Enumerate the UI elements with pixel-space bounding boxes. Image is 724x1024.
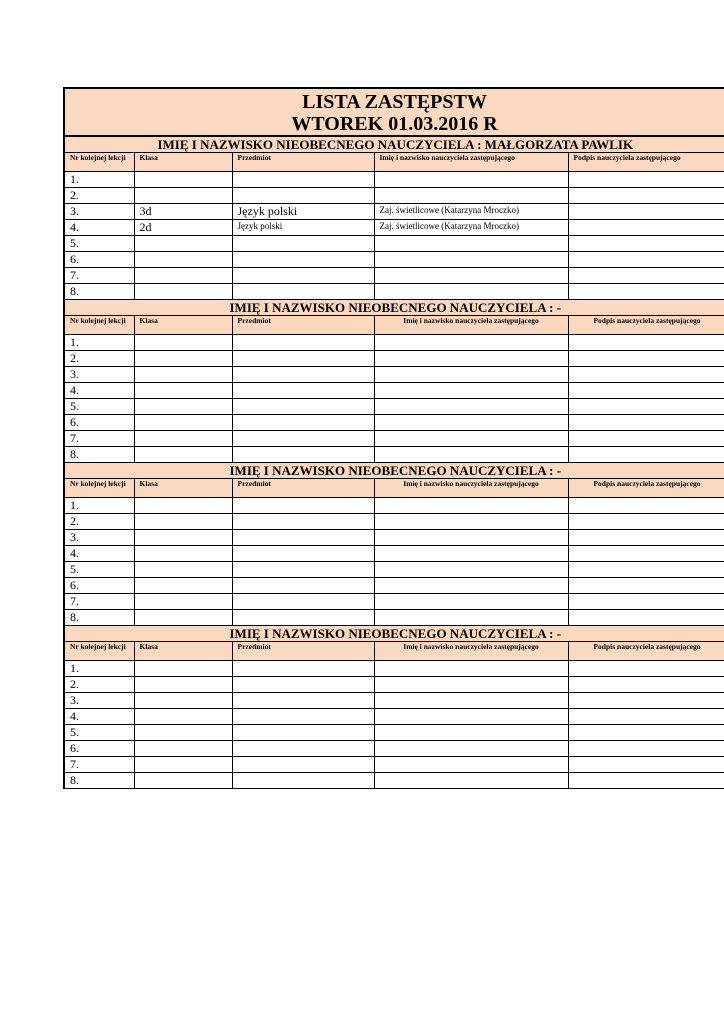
absent-teacher-table (65, 137, 724, 300)
cell-klasa (134, 693, 232, 709)
header-zastepujacy: Imię i nazwisko nauczyciela zastępującego (374, 642, 568, 661)
cell-zastepujacy (374, 284, 568, 300)
cell-podpis (568, 578, 724, 594)
cell-nr: 7. (65, 431, 134, 447)
cell-zastepujacy (374, 693, 568, 709)
cell-klasa (134, 367, 232, 383)
cell-nr: 1. (65, 335, 134, 351)
cell-zastepujacy (374, 709, 568, 725)
cell-przedmiot (232, 773, 374, 789)
header-klasa: Klasa (134, 153, 232, 172)
cell-nr: 3. (65, 693, 134, 709)
cell-zastepujacy (374, 431, 568, 447)
cell-klasa (134, 757, 232, 773)
absent-teacher-label: IMIĘ I NAZWISKO NIEOBECNEGO NAUCZYCIELA : - (65, 300, 724, 316)
lesson-row (65, 578, 724, 594)
cell-klasa (134, 610, 232, 626)
header-zastepujacy: Imię i nazwisko nauczyciela zastępującego (374, 479, 568, 498)
cell-przedmiot (232, 661, 374, 677)
cell-nr: 4. (65, 709, 134, 725)
cell-zastepujacy (374, 172, 568, 188)
cell-nr: 6. (65, 741, 134, 757)
cell-przedmiot (232, 594, 374, 610)
cell-zastepujacy (374, 514, 568, 530)
cell-przedmiot: Język polski (232, 220, 374, 236)
cell-klasa (134, 709, 232, 725)
header-podpis: Podpis nauczyciela zastępującego (568, 642, 724, 661)
cell-przedmiot (232, 236, 374, 252)
cell-klasa (134, 252, 232, 268)
header-przedmiot: Przedmiot (232, 316, 374, 335)
header-zastepujacy: Imię i nazwisko nauczyciela zastępującego (374, 316, 568, 335)
cell-nr: 5. (65, 562, 134, 578)
cell-nr: 3. (65, 367, 134, 383)
cell-klasa (134, 741, 232, 757)
cell-podpis (568, 415, 724, 431)
cell-zastepujacy (374, 236, 568, 252)
lesson-row (65, 677, 724, 693)
sheet-title (65, 89, 724, 137)
lesson-row (65, 351, 724, 367)
cell-nr: 1. (65, 498, 134, 514)
cell-podpis (568, 383, 724, 399)
cell-nr: 5. (65, 236, 134, 252)
cell-przedmiot (232, 514, 374, 530)
header-podpis: Podpis nauczyciela zastępującego (568, 153, 724, 172)
cell-klasa (134, 530, 232, 546)
cell-podpis (568, 562, 724, 578)
cell-nr: 1. (65, 172, 134, 188)
header-klasa: Klasa (134, 479, 232, 498)
cell-podpis (568, 677, 724, 693)
cell-nr: 4. (65, 383, 134, 399)
cell-przedmiot (232, 431, 374, 447)
cell-przedmiot (232, 546, 374, 562)
cell-zastepujacy (374, 562, 568, 578)
cell-podpis (568, 351, 724, 367)
cell-przedmiot (232, 562, 374, 578)
header-przedmiot: Przedmiot (232, 642, 374, 661)
cell-nr: 7. (65, 757, 134, 773)
header-nr: Nr kolejnej lekcji (65, 479, 134, 498)
absent-teacher-table (65, 626, 724, 789)
cell-klasa (134, 268, 232, 284)
lesson-row (65, 220, 724, 236)
cell-klasa (134, 546, 232, 562)
cell-podpis (568, 498, 724, 514)
cell-klasa (134, 415, 232, 431)
cell-podpis (568, 172, 724, 188)
cell-podpis (568, 514, 724, 530)
cell-klasa (134, 399, 232, 415)
cell-przedmiot (232, 741, 374, 757)
header-klasa: Klasa (134, 316, 232, 335)
cell-nr: 1. (65, 661, 134, 677)
cell-nr: 6. (65, 252, 134, 268)
cell-przedmiot (232, 677, 374, 693)
cell-zastepujacy (374, 351, 568, 367)
lesson-row (65, 514, 724, 530)
cell-klasa (134, 514, 232, 530)
lesson-row (65, 268, 724, 284)
cell-klasa (134, 383, 232, 399)
cell-zastepujacy (374, 757, 568, 773)
cell-przedmiot (232, 709, 374, 725)
cell-podpis (568, 335, 724, 351)
cell-zastepujacy (374, 773, 568, 789)
cell-podpis (568, 661, 724, 677)
lesson-row (65, 661, 724, 677)
cell-klasa: 3d (134, 204, 232, 220)
absent-teacher-table (65, 300, 724, 463)
cell-klasa (134, 172, 232, 188)
substitution-sheet (63, 87, 724, 789)
cell-nr: 8. (65, 773, 134, 789)
cell-zastepujacy (374, 546, 568, 562)
absent-teacher-label: IMIĘ I NAZWISKO NIEOBECNEGO NAUCZYCIELA : - (65, 463, 724, 479)
cell-zastepujacy (374, 415, 568, 431)
cell-podpis (568, 236, 724, 252)
lesson-row (65, 610, 724, 626)
cell-zastepujacy (374, 399, 568, 415)
cell-przedmiot (232, 530, 374, 546)
cell-przedmiot (232, 383, 374, 399)
cell-zastepujacy (374, 367, 568, 383)
cell-przedmiot (232, 284, 374, 300)
cell-klasa (134, 447, 232, 463)
cell-podpis (568, 252, 724, 268)
cell-nr: 2. (65, 351, 134, 367)
cell-nr: 3. (65, 204, 134, 220)
cell-podpis (568, 367, 724, 383)
header-przedmiot: Przedmiot (232, 153, 374, 172)
cell-klasa (134, 431, 232, 447)
cell-zastepujacy (374, 578, 568, 594)
cell-zastepujacy (374, 383, 568, 399)
cell-nr: 6. (65, 415, 134, 431)
cell-podpis (568, 757, 724, 773)
cell-zastepujacy (374, 447, 568, 463)
cell-podpis (568, 773, 724, 789)
cell-zastepujacy (374, 594, 568, 610)
cell-podpis (568, 610, 724, 626)
cell-przedmiot (232, 757, 374, 773)
cell-podpis (568, 594, 724, 610)
cell-klasa (134, 562, 232, 578)
lesson-row (65, 415, 724, 431)
cell-nr: 8. (65, 284, 134, 300)
cell-zastepujacy (374, 610, 568, 626)
cell-podpis (568, 220, 724, 236)
lesson-row (65, 757, 724, 773)
lesson-row (65, 284, 724, 300)
cell-przedmiot (232, 399, 374, 415)
absent-teacher-label: IMIĘ I NAZWISKO NIEOBECNEGO NAUCZYCIELA : MAŁGORZATA PAWLIK (65, 137, 724, 153)
cell-przedmiot (232, 693, 374, 709)
cell-zastepujacy: Zaj. świetlicowe (Katarzyna Mroczko) (374, 204, 568, 220)
cell-podpis (568, 447, 724, 463)
cell-zastepujacy (374, 268, 568, 284)
cell-nr: 5. (65, 725, 134, 741)
cell-podpis (568, 431, 724, 447)
cell-przedmiot (232, 498, 374, 514)
lesson-row (65, 367, 724, 383)
lesson-row (65, 693, 724, 709)
cell-klasa (134, 498, 232, 514)
lesson-row (65, 236, 724, 252)
cell-nr: 7. (65, 268, 134, 284)
lesson-row (65, 530, 724, 546)
lesson-row (65, 594, 724, 610)
header-przedmiot: Przedmiot (232, 479, 374, 498)
lesson-row (65, 204, 724, 220)
cell-przedmiot (232, 252, 374, 268)
lesson-row (65, 335, 724, 351)
cell-klasa (134, 335, 232, 351)
cell-nr: 4. (65, 220, 134, 236)
cell-nr: 5. (65, 399, 134, 415)
title-line-1: LISTA ZASTĘPSTW (302, 91, 487, 113)
cell-przedmiot (232, 415, 374, 431)
header-nr: Nr kolejnej lekcji (65, 642, 134, 661)
cell-nr: 8. (65, 447, 134, 463)
cell-nr: 2. (65, 514, 134, 530)
cell-klasa (134, 284, 232, 300)
cell-nr: 2. (65, 188, 134, 204)
cell-podpis (568, 709, 724, 725)
title-line-2: WTOREK 01.03.2016 R (291, 113, 498, 135)
cell-przedmiot (232, 172, 374, 188)
cell-klasa (134, 578, 232, 594)
lesson-row (65, 399, 724, 415)
cell-podpis (568, 399, 724, 415)
cell-nr: 4. (65, 546, 134, 562)
lesson-row (65, 709, 724, 725)
lesson-row (65, 498, 724, 514)
lesson-row (65, 172, 724, 188)
cell-zastepujacy (374, 725, 568, 741)
cell-podpis (568, 268, 724, 284)
cell-przedmiot (232, 268, 374, 284)
lesson-row (65, 725, 724, 741)
lesson-row (65, 741, 724, 757)
lesson-row (65, 562, 724, 578)
cell-nr: 2. (65, 677, 134, 693)
cell-przedmiot (232, 725, 374, 741)
cell-zastepujacy (374, 530, 568, 546)
cell-przedmiot (232, 610, 374, 626)
cell-nr: 6. (65, 578, 134, 594)
blocks-container (65, 137, 724, 789)
cell-przedmiot (232, 188, 374, 204)
header-nr: Nr kolejnej lekcji (65, 153, 134, 172)
cell-podpis (568, 204, 724, 220)
cell-zastepujacy (374, 252, 568, 268)
cell-nr: 8. (65, 610, 134, 626)
lesson-row (65, 447, 724, 463)
cell-nr: 7. (65, 594, 134, 610)
cell-klasa (134, 188, 232, 204)
cell-klasa (134, 773, 232, 789)
cell-przedmiot: Język polski (232, 204, 374, 220)
lesson-row (65, 546, 724, 562)
cell-klasa (134, 236, 232, 252)
cell-przedmiot (232, 578, 374, 594)
cell-zastepujacy (374, 661, 568, 677)
lesson-row (65, 252, 724, 268)
header-nr: Nr kolejnej lekcji (65, 316, 134, 335)
cell-zastepujacy (374, 677, 568, 693)
cell-klasa (134, 725, 232, 741)
cell-zastepujacy (374, 335, 568, 351)
header-klasa: Klasa (134, 642, 232, 661)
header-podpis: Podpis nauczyciela zastępującego (568, 316, 724, 335)
lesson-row (65, 383, 724, 399)
cell-klasa (134, 677, 232, 693)
cell-przedmiot (232, 447, 374, 463)
cell-podpis (568, 741, 724, 757)
cell-klasa (134, 351, 232, 367)
absent-teacher-label: IMIĘ I NAZWISKO NIEOBECNEGO NAUCZYCIELA : - (65, 626, 724, 642)
cell-zastepujacy (374, 498, 568, 514)
cell-podpis (568, 725, 724, 741)
cell-klasa (134, 661, 232, 677)
cell-przedmiot (232, 335, 374, 351)
cell-klasa (134, 594, 232, 610)
cell-podpis (568, 284, 724, 300)
cell-podpis (568, 188, 724, 204)
header-zastepujacy: Imię i nazwisko nauczyciela zastępującego (374, 153, 568, 172)
cell-podpis (568, 530, 724, 546)
cell-zastepujacy (374, 741, 568, 757)
lesson-row (65, 773, 724, 789)
lesson-row (65, 431, 724, 447)
header-podpis: Podpis nauczyciela zastępującego (568, 479, 724, 498)
cell-klasa: 2d (134, 220, 232, 236)
cell-podpis (568, 546, 724, 562)
lesson-row (65, 188, 724, 204)
cell-podpis (568, 693, 724, 709)
cell-przedmiot (232, 367, 374, 383)
cell-nr: 3. (65, 530, 134, 546)
cell-zastepujacy (374, 188, 568, 204)
cell-zastepujacy: Zaj. świetlicowe (Katarzyna Mroczko) (374, 220, 568, 236)
cell-przedmiot (232, 351, 374, 367)
absent-teacher-table (65, 463, 724, 626)
